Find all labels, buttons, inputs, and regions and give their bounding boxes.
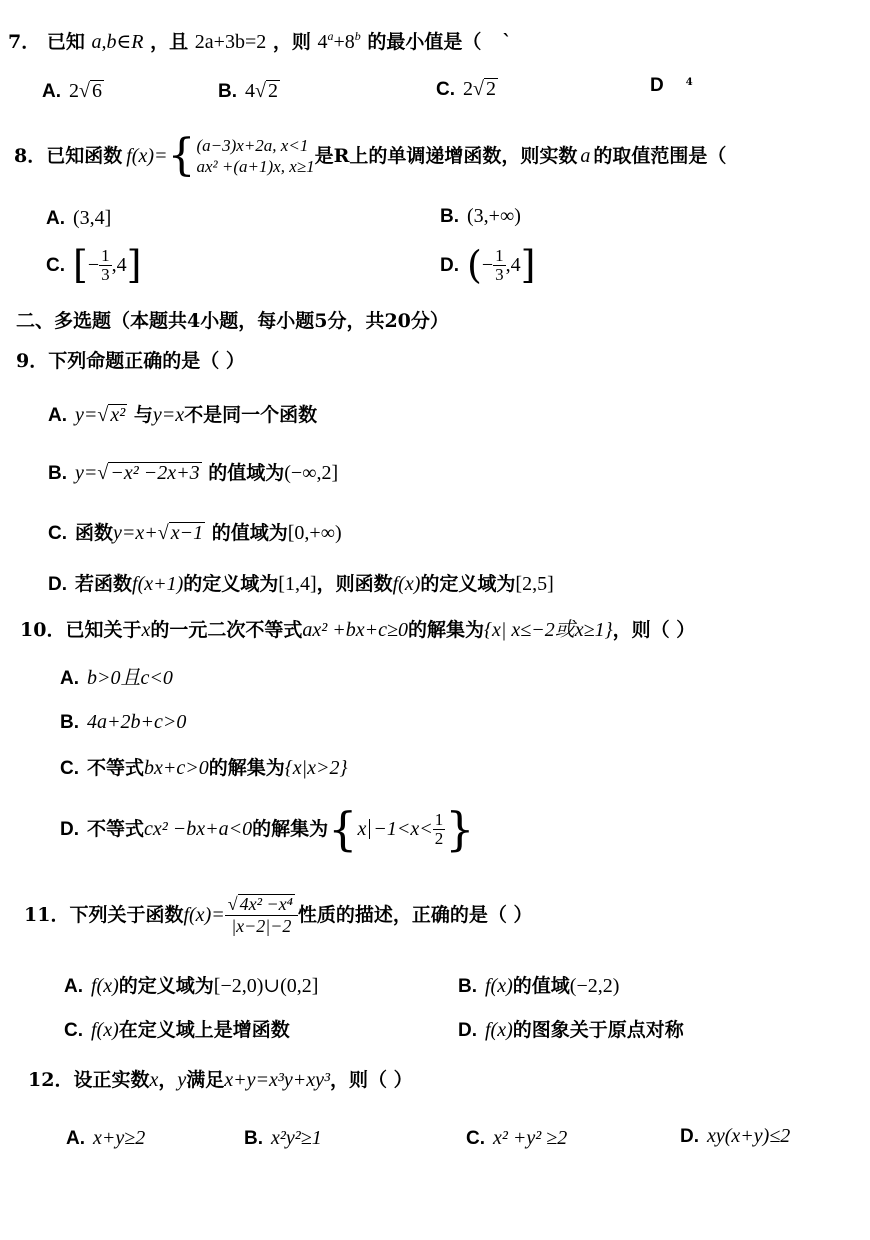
q11-option-d-math1: f(x) <box>485 1019 513 1041</box>
q9-option-c-math1: y=x+ <box>113 522 158 544</box>
q8-option-b-label: B. <box>440 206 459 227</box>
q8-fx: f(x)= <box>126 145 168 167</box>
q8-text-pre: 已知函数 <box>46 144 123 167</box>
q8-text-post: 是R上的单调递增函数，则实数 <box>314 144 578 167</box>
q9-option-a-text1: 与 <box>133 404 153 426</box>
q7-base-4: 4 <box>317 31 328 53</box>
q7-option-c-coef: 2 <box>463 78 473 100</box>
q10-option-d-set-var: x <box>357 819 370 839</box>
q8-case-1: (a−3)x+2a, x<1 <box>196 135 309 155</box>
q8-option-a-text: (3,4] <box>73 207 112 229</box>
q10-var-x: x <box>141 619 151 641</box>
q12-text-post: ，则（ ） <box>330 1069 413 1091</box>
q10-option-b-text: 4a+2b+c>0 <box>87 711 187 733</box>
q11-option-a-math2: [−2,0)∪(0,2] <box>213 975 319 997</box>
q11-option-a <box>64 976 318 996</box>
q8-option-c-label: C. <box>46 254 65 276</box>
q10-option-d-text1: 不等式 <box>87 817 145 840</box>
q11-option-c-label: C. <box>64 1020 83 1041</box>
q9-option-d-math4: [2,5] <box>515 573 554 595</box>
q12-option-d-label: D. <box>680 1126 699 1147</box>
q10-option-d-fraction <box>433 811 446 848</box>
q11-option-d-text: 的图象关于原点对称 <box>512 1019 684 1041</box>
q8-cases <box>197 135 315 178</box>
q10-option-b <box>60 712 186 732</box>
q12-option-b-label: B. <box>244 1128 263 1149</box>
q10-stem <box>20 620 695 640</box>
q8-option-b <box>440 206 521 226</box>
q9-option-b-math1: y= <box>75 462 98 484</box>
q10-option-d-label: D. <box>60 818 79 840</box>
q9-option-c-label: C. <box>48 523 67 544</box>
q10-option-c-math2: {x|x>2} <box>284 757 348 779</box>
q10-inequality: ax² +bx+c≥0 <box>302 619 408 641</box>
q9-option-d-text2: 的定义域为 <box>183 573 279 595</box>
q7-option-d-label: D <box>650 75 664 96</box>
q7-math-constraint: 2a+3b=2 <box>194 31 267 53</box>
q12-text-pre: 设正实数 <box>73 1069 150 1091</box>
q8-option-d-rest: ,4 <box>505 254 521 276</box>
q9-option-c-radicand: x−1 <box>170 522 204 544</box>
q8-option-c-sign: − <box>87 254 100 276</box>
q11-option-a-math1: f(x) <box>91 975 119 997</box>
q9-option-a-label: A. <box>48 405 67 426</box>
q8-option-d-numerator: 1 <box>495 245 504 265</box>
q9-option-d-text1: 若函数 <box>75 573 133 595</box>
q8-option-d-label: D. <box>440 254 459 276</box>
q7-option-a-coef: 2 <box>69 80 79 102</box>
q8-option-d-sign: − <box>481 254 494 276</box>
q7-exp-b: b <box>354 29 361 43</box>
q10-number: 10． <box>20 619 66 641</box>
q10-text-mid2: 的解集为 <box>407 619 484 641</box>
q10-option-a-text: b>0且c<0 <box>87 667 173 689</box>
q8-text-post2: 的取值范围是（ <box>593 144 727 167</box>
q9-option-d-text3: ，则函数 <box>316 573 393 595</box>
q7-exp-a: a <box>327 29 334 43</box>
q10-text-pre: 已知关于 <box>65 619 142 641</box>
q10-option-a <box>60 668 173 688</box>
q9-option-c-text2: 的值域为 <box>211 522 288 544</box>
q9-option-a: A. y=√ x² 与y=x不是同一个函数 <box>48 404 318 426</box>
q10-option-d-close-brace: } <box>445 802 475 856</box>
q10-option-c-math1: bx+c>0 <box>144 757 209 779</box>
q11-option-a-text: 的定义域为 <box>118 975 214 997</box>
q7-text-mid: ，且 <box>150 31 189 53</box>
q10-option-d-numerator: 1 <box>434 809 444 829</box>
q8-brace: { <box>167 130 196 181</box>
q10-option-d-denominator: 2 <box>434 828 444 848</box>
q10-option-d-set-condition: −1<x< <box>373 818 433 840</box>
q7-math-expr <box>318 31 361 53</box>
q11-stem <box>24 894 533 936</box>
q7-stem <box>8 29 512 53</box>
q10-option-c-text1: 不等式 <box>87 757 145 779</box>
q9-stem-text: 下列命题正确的是（ ） <box>48 350 245 372</box>
q8-number: 8． <box>14 144 47 167</box>
q8-stem <box>14 130 727 181</box>
q12-option-b-text: x²y²≥1 <box>271 1127 322 1149</box>
q11-option-c-math1: f(x) <box>91 1019 119 1041</box>
q9-option-c-math2: [0,+∞) <box>287 522 342 544</box>
q9-option-d-math2: [1,4] <box>278 573 317 595</box>
q7-text-post: 的最小值是（ <box>367 31 482 53</box>
q10-text-mid: 的一元二次不等式 <box>150 619 303 641</box>
q8-option-d-denominator: 3 <box>495 264 504 284</box>
q11-option-b-math1: f(x) <box>485 975 513 997</box>
q8-option-d <box>440 243 536 287</box>
q9-option-a-math1: y= <box>75 404 98 426</box>
q10-text-post: ，则（ ） <box>612 619 696 641</box>
q8-option-c-close: ] <box>126 243 142 287</box>
q9-option-b-label: B. <box>48 463 67 484</box>
q9-option-a-radicand: x² <box>110 404 126 426</box>
q12-number: 12． <box>28 1069 74 1091</box>
q11-text-pre: 下列关于函数 <box>69 903 184 926</box>
q12-option-a-text: x+y≥2 <box>93 1127 146 1149</box>
q9-option-d-math3: f(x) <box>392 573 421 595</box>
q9-option-d-math1: f(x+1) <box>132 573 184 595</box>
q10-option-b-label: B. <box>60 712 79 733</box>
q11-option-b-math2: (−2,2) <box>569 975 620 997</box>
q9-option-a-text2: 不是同一个函数 <box>184 404 318 426</box>
q11-text-post: 性质的描述，正确的是（ ） <box>297 903 533 926</box>
q12-option-d-text: xy(x+y)≤2 <box>707 1125 791 1147</box>
q11-denominator: |x−2|−2 <box>231 915 292 936</box>
q7-mark: ` <box>502 31 512 53</box>
q8-option-c-fraction <box>99 247 112 284</box>
q7-option-c-label: C. <box>436 79 455 100</box>
q12-option-d <box>680 1126 790 1146</box>
q11-fx: f(x)= <box>183 904 225 927</box>
q12-var-x: x <box>149 1069 159 1091</box>
q8-option-d-fraction <box>493 247 506 284</box>
q8-option-c <box>46 243 142 287</box>
q10-option-d-text2: 的解集为 <box>252 817 329 840</box>
q9-option-d-label: D. <box>48 574 67 595</box>
q10-option-c-text2: 的解集为 <box>208 757 285 779</box>
q12-equation: x+y=x³y+xy³ <box>224 1069 331 1091</box>
q8-option-d-open: ( <box>467 243 482 287</box>
q8-case-2: ax² +(a+1)x, x≥1 <box>196 157 315 176</box>
q8-option-d-close: ] <box>520 243 536 287</box>
q8-var-a: a <box>580 145 591 167</box>
q7-option-d-text: 4 <box>685 77 693 88</box>
q11-option-d <box>458 1020 684 1040</box>
q11-fraction: $\frac{\text{√ 4x² −x⁴}}{|x-2|-2}$ <box>225 894 298 936</box>
q10-option-d-open-brace: { <box>328 802 358 856</box>
q7-option-a: A. 2√ 6 <box>42 80 102 102</box>
q9-number: 9． <box>16 350 49 372</box>
q9-option-c: C. 函数y=x+√ x−1 的值域为[0,+∞) <box>48 522 342 544</box>
q7-option-d <box>650 76 693 95</box>
q7-math-ab: a,b∈R <box>91 31 144 53</box>
q11-number: 11． <box>24 903 70 926</box>
q9-stem <box>16 352 245 371</box>
q10-option-d-math1: cx² −bx+a<0 <box>144 818 253 840</box>
q8-option-c-rest: ,4 <box>111 254 127 276</box>
q9-option-a-math2: y=x <box>152 404 185 426</box>
q8-option-a <box>46 208 111 228</box>
q9-option-b-radicand: −x² −2x+3 <box>110 462 200 484</box>
q10-solution-set: {x| x≤−2或x≥1} <box>484 619 613 641</box>
q12-var-y: y <box>177 1069 187 1091</box>
q11-option-c <box>64 1020 290 1040</box>
q8-option-b-text: (3,+∞) <box>467 205 521 227</box>
q7-option-b-radicand: 2 <box>267 80 278 102</box>
q12-text-mid: 满足 <box>186 1069 225 1091</box>
q8-piecewise <box>167 130 315 181</box>
q12-option-a-label: A. <box>66 1128 85 1149</box>
q10-option-d <box>60 802 475 856</box>
q8-option-c-denominator: 3 <box>101 264 110 284</box>
q7-option-b-coef: 4 <box>245 80 255 102</box>
q12-option-a <box>66 1128 145 1148</box>
q8-option-a-label: A. <box>46 208 65 229</box>
q7-option-c-radicand: 2 <box>485 78 496 100</box>
q7-option-b-label: B. <box>218 81 237 102</box>
q10-option-c-label: C. <box>60 758 79 779</box>
q11-option-c-text: 在定义域上是增函数 <box>118 1019 290 1041</box>
q12-option-b <box>244 1128 322 1148</box>
q11-option-b <box>458 976 619 996</box>
q11-option-a-label: A. <box>64 976 83 997</box>
section-heading: 二、多选题（本题共4小题，每小题5分，共20分） <box>16 310 449 332</box>
q10-option-a-label: A. <box>60 668 79 689</box>
q12-option-c <box>466 1128 567 1148</box>
q9-option-d-text4: 的定义域为 <box>420 573 516 595</box>
q9-option-b: B. y=√ −x² −2x+3 的值域为(−∞,2] <box>48 462 339 484</box>
q7-text-pre: 已知 <box>46 31 85 53</box>
q7-option-c: C. 2√ 2 <box>436 78 496 100</box>
q9-option-b-text: 的值域为 <box>208 462 285 484</box>
q7-base-8: +8 <box>333 31 355 53</box>
q9-option-c-text1: 函数 <box>75 522 114 544</box>
q11-numerator: 4x² −x⁴ <box>239 894 293 914</box>
q7-number: 7． <box>8 31 41 53</box>
q12-stem <box>28 1070 413 1090</box>
q7-text-mid2: ，则 <box>272 31 311 53</box>
q7-option-a-radicand: 6 <box>91 80 102 102</box>
q11-option-b-text: 的值域 <box>512 975 570 997</box>
q10-option-c <box>60 758 348 778</box>
q7-option-a-label: A. <box>42 81 61 102</box>
q12-option-c-label: C. <box>466 1128 485 1149</box>
q8-option-c-open: [ <box>73 243 88 287</box>
q9-option-d <box>48 574 554 594</box>
q11-option-d-label: D. <box>458 1020 477 1041</box>
q12-separator: ， <box>158 1069 178 1091</box>
q7-option-b: B. 4√ 2 <box>218 80 278 102</box>
q8-option-c-numerator: 1 <box>101 245 110 265</box>
q9-option-b-math2: (−∞,2] <box>284 462 339 484</box>
q12-option-c-text: x² +y² ≥2 <box>493 1127 568 1149</box>
q11-option-b-label: B. <box>458 976 477 997</box>
